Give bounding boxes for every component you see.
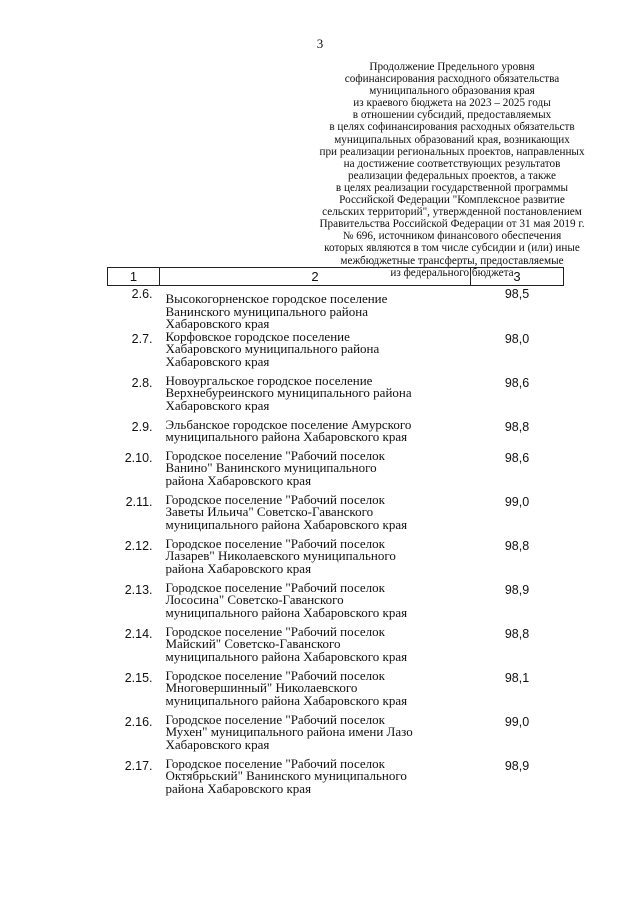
cofinancing-level-value: 98,9 [504, 758, 530, 773]
heading-line: при реализации региональных проектов, направленных [319, 145, 585, 158]
cofinancing-level-value: 98,1 [504, 670, 530, 685]
municipality-name-line: Городское поселение "Рабочий поселок [165, 579, 385, 595]
table-row [108, 758, 564, 802]
municipality-name-line: Ванинского муниципального района [165, 303, 368, 319]
cofinancing-level-value: 98,8 [504, 538, 530, 553]
heading-line: которых являются в том числе субсидии и (или) иные [324, 242, 580, 255]
municipality-name-line: муниципального района Хабаровского края [165, 692, 408, 708]
municipality-name-line: муниципального района Хабаровского края [165, 516, 408, 532]
cofinancing-level-value: 98,6 [504, 450, 530, 465]
municipality-name [160, 535, 471, 582]
subsidy-table [107, 267, 564, 802]
row-number: 2.10. [124, 450, 153, 465]
municipality-name-line: Высокогорненское городское поселение [165, 291, 388, 306]
municipality-name-line: Хабаровского края [165, 353, 270, 369]
row-number: 2.15. [124, 670, 153, 685]
row-number: 2.16. [124, 714, 153, 729]
municipality-name-line: района Хабаровского края [165, 560, 312, 576]
table-row [108, 494, 564, 538]
row-number: 2.8. [131, 375, 153, 390]
heading-line: муниципального образования края [369, 85, 535, 98]
cofinancing-level-value: 99,0 [504, 494, 530, 509]
municipality-name-line: Лососина" Советско-Гаванского [165, 592, 344, 608]
document-heading [296, 61, 608, 279]
municipality-name-line: муниципального района Хабаровского края [165, 648, 408, 664]
municipality-name-line: Хабаровского края [165, 316, 270, 332]
heading-line: реализации федеральных проектов, а также [348, 169, 556, 182]
table-row [108, 331, 564, 375]
heading-line: межбюджетные трансферты, предоставляемые [340, 254, 564, 267]
row-number: 2.13. [124, 582, 153, 597]
table-header-row [108, 268, 564, 286]
heading-line: в целях реализации государственной программы [335, 181, 569, 194]
column-header-2: 2 [160, 268, 471, 286]
municipality-name [160, 286, 471, 331]
municipality-name [160, 416, 471, 450]
municipality-name-line: Городское поселение "Рабочий поселок [165, 711, 385, 727]
row-number: 2.12. [124, 538, 153, 553]
municipality-name [160, 623, 471, 670]
table-body [108, 286, 564, 802]
cofinancing-level-value: 98,8 [504, 626, 530, 641]
row-number: 2.11. [125, 494, 153, 509]
table-row [108, 286, 564, 331]
municipality-name-line: Мухен" муниципального района имени Лазо [165, 724, 413, 740]
municipality-name-line: Городское поселение "Рабочий поселок [165, 755, 385, 771]
municipality-name-line: Городское поселение "Рабочий поселок [165, 623, 385, 639]
heading-line: в отношении субсидий, предоставляемых [352, 109, 552, 122]
municipality-name-line: района Хабаровского края [165, 780, 312, 796]
municipality-name-line: Майский" Советско-Гаванского [165, 636, 341, 652]
municipality-name-line: Хабаровского муниципального района [165, 341, 380, 357]
heading-line: софинансирования расходного обязательства [344, 73, 560, 86]
municipality-name-line: Новоургальское городское поселение [165, 372, 373, 388]
municipality-name-line: Октябрьский" Ванинского муниципального [165, 768, 407, 784]
table-row [108, 450, 564, 494]
cofinancing-level-value: 99,0 [504, 714, 530, 729]
municipality-name [160, 447, 471, 494]
table-row [108, 714, 564, 758]
municipality-name-line: Многовершинный" Николаевского [165, 680, 358, 696]
heading-line: на достижение соответствующих результатов [343, 157, 561, 170]
heading-line: Продолжение Предельного уровня [369, 61, 535, 73]
heading-line: из краевого бюджета на 2023 – 2025 годы [353, 97, 551, 110]
heading-line: Российской Федерации "Комплексное развитие [339, 194, 565, 207]
municipality-name [160, 579, 471, 626]
municipality-name [160, 755, 471, 802]
municipality-name [160, 491, 471, 538]
row-number: 2.17. [124, 758, 153, 773]
page-number: 3 [316, 36, 324, 51]
table-row [108, 419, 564, 450]
municipality-name-line: Заветы Ильича" Советско-Гаванского [165, 504, 374, 520]
table-row [108, 538, 564, 582]
municipality-name-line: Ванино" Ванинского муниципального [165, 460, 377, 476]
municipality-name-line: Городское поселение "Рабочий поселок [165, 535, 385, 551]
heading-line: муниципальных образований края, возникающих [334, 133, 570, 146]
municipality-name-line: Корфовское городское поселение [165, 328, 350, 344]
municipality-name-line: Лазарев" Николаевского муниципального [165, 548, 396, 564]
heading-line: № 696, источником финансового обеспечения [342, 230, 562, 243]
heading-line: из федерального бюджета [390, 266, 514, 279]
municipality-name-line: Городское поселение "Рабочий поселок [165, 491, 385, 507]
municipality-name-line: муниципального района Хабаровского края [165, 604, 408, 620]
municipality-name-line: Городское поселение "Рабочий поселок [165, 667, 385, 683]
municipality-name [160, 372, 471, 419]
table-row [108, 626, 564, 670]
table-row [108, 670, 564, 714]
row-number: 2.14. [124, 626, 153, 641]
heading-line: в целях софинансирования расходных обязательств [329, 121, 575, 134]
heading-line: сельских территорий", утвержденной постановлением [322, 206, 582, 219]
cofinancing-level-value: 98,9 [504, 582, 530, 597]
municipality-name [160, 328, 471, 375]
row-number: 2.9. [131, 419, 153, 434]
row-number: 2.7. [131, 331, 153, 346]
heading-line: Правительства Российской Федерации от 31 мая 2019 г. [319, 218, 585, 231]
column-header-1: 1 [108, 268, 160, 286]
column-header-3: 3 [471, 268, 564, 286]
cofinancing-level-value: 98,8 [504, 419, 530, 434]
municipality-name [160, 711, 471, 758]
municipality-name-line: Эльбанское городское поселение Амурского [165, 416, 412, 432]
municipality-name-line: Хабаровского края [165, 736, 270, 752]
cofinancing-level-value: 98,0 [504, 331, 530, 346]
municipality-name-line: района Хабаровского края [165, 472, 312, 488]
cofinancing-level-value: 98,6 [504, 375, 530, 390]
municipality-name-line: муниципального района Хабаровского края [165, 429, 408, 445]
cofinancing-level-value: 98,5 [504, 287, 530, 301]
municipality-name-line: Верхнебуреинского муниципального района [165, 385, 412, 401]
row-number: 2.6. [131, 287, 153, 301]
municipality-name-line: Городское поселение "Рабочий поселок [165, 447, 385, 463]
table-row [108, 582, 564, 626]
table-row [108, 375, 564, 419]
municipality-name [160, 667, 471, 714]
municipality-name-line: Хабаровского края [165, 397, 270, 413]
